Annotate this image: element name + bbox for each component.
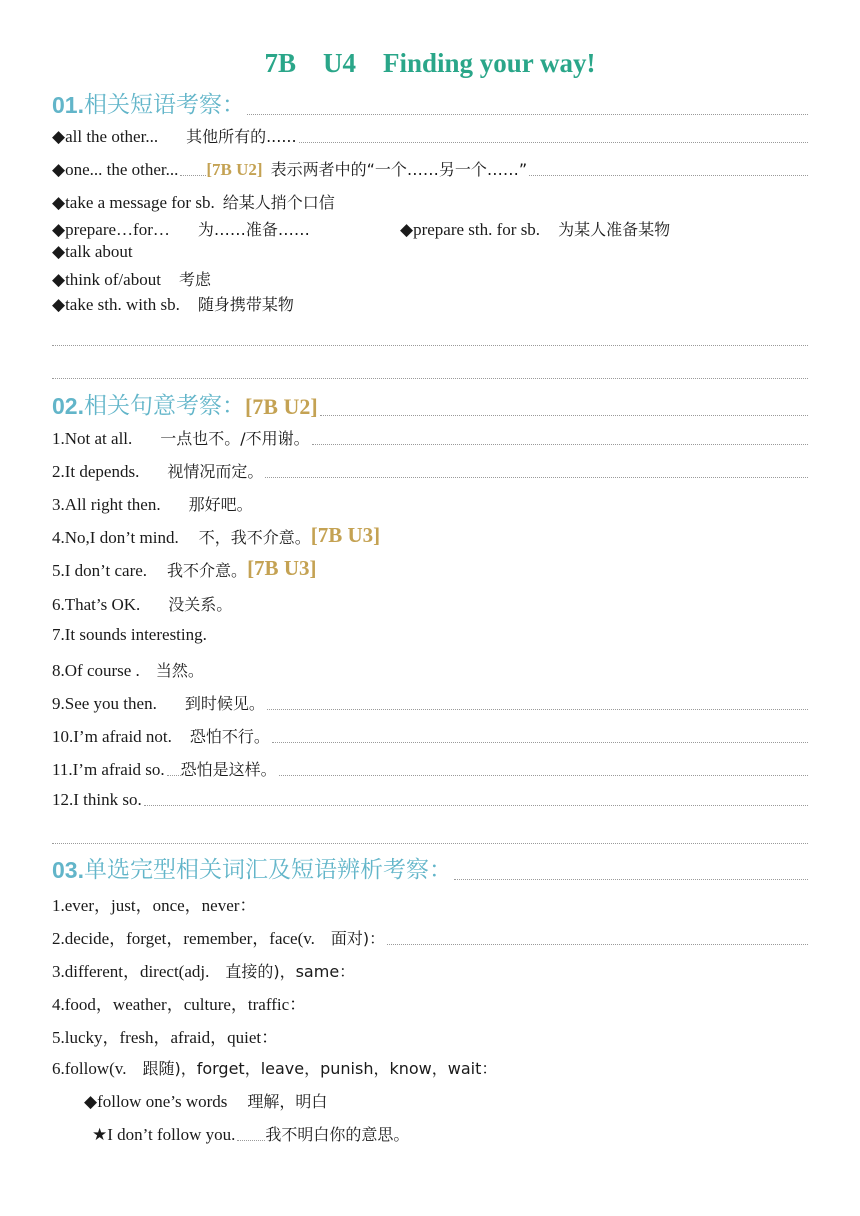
list-item: [52, 1056, 497, 1079]
unit-tag: [7B U3]: [310, 523, 381, 547]
list-item: [52, 757, 808, 780]
sentence-en: 11.I’m afraid so.: [52, 760, 165, 779]
sentence-zh: 没关系。: [168, 595, 233, 614]
list-item: [52, 924, 808, 949]
vocab-en: ◆follow one’s words: [84, 1092, 228, 1111]
list-item: [52, 891, 256, 916]
sentence-zh: 到时候见。: [184, 694, 265, 713]
list-item: [52, 292, 294, 315]
section-heading-vocab: [52, 851, 808, 884]
vocab-en: 4.food，weather，culture，traffic：: [52, 995, 307, 1014]
sentence-en: 9.See you then.: [52, 694, 157, 713]
blank-answer-line: [52, 378, 808, 379]
sentence-en: 10.I’m afraid not.: [52, 727, 172, 746]
list-item: [52, 190, 335, 213]
vocab-zh: 跟随)，forget，leave，punish，know，wait：: [142, 1059, 498, 1078]
vocab-en: ★I don’t follow you.: [92, 1125, 236, 1144]
vocab-zh: 理解，明白: [247, 1092, 328, 1111]
list-item: [92, 1122, 409, 1145]
heading-number: 03.: [52, 857, 84, 883]
sentence-zh: 当然。: [155, 661, 204, 680]
list-item: [400, 217, 670, 240]
vocab-zh: 直接的)，same：: [225, 962, 356, 981]
phrase-en: ◆one... the other...: [52, 160, 179, 179]
sentence-en: 4.No,I don’t mind.: [52, 528, 179, 547]
list-item: [52, 790, 808, 810]
page-title: 7B U4 Finding your way!: [264, 48, 596, 78]
blank-answer-line: [52, 345, 808, 346]
sentence-en: 3.All right then.: [52, 495, 161, 514]
heading-text: 相关句意考察：: [83, 393, 245, 419]
phrase-en: ◆take sth. with sb.: [52, 295, 180, 314]
list-item: [52, 217, 310, 240]
phrase-zh: 给某人捎个口信: [222, 193, 335, 212]
sentence-en: 6.That’s OK.: [52, 595, 141, 614]
list-item: [52, 267, 211, 290]
sentence-en: 8.Of course .: [52, 661, 140, 680]
vocab-en: 5.lucky，fresh，afraid，quiet：: [52, 1028, 279, 1047]
phrase-zh: 为某人准备某物: [558, 220, 671, 239]
sentence-zh: 不，我不介意。: [198, 528, 311, 547]
phrase-zh: 考虑: [178, 270, 211, 289]
unit-tag: [7B U3]: [247, 556, 317, 580]
list-item: [52, 658, 204, 681]
sentence-en: 7.It sounds interesting.: [52, 625, 207, 644]
vocab-zh: 面对)：: [330, 929, 386, 948]
phrase-zh: 为……准备……: [197, 220, 310, 239]
sentence-zh: 视情况而定。: [167, 462, 264, 481]
sentence-en: 1.Not at all.: [52, 429, 133, 448]
sentence-zh: 一点也不。/不用谢。: [160, 429, 310, 448]
section-heading-sentences: [52, 387, 808, 420]
sentence-zh: 恐怕是这样。: [180, 760, 277, 779]
list-item: [52, 556, 316, 581]
section-heading-phrases: [52, 86, 808, 119]
list-item: [52, 426, 808, 449]
list-item: [52, 592, 232, 615]
unit-tag: [7B U2]: [206, 160, 263, 179]
list-item: [52, 990, 306, 1015]
phrase-en: ◆take a message for sb.: [52, 193, 215, 212]
vocab-zh: 我不明白你的意思。: [265, 1125, 410, 1144]
list-item: [52, 242, 133, 262]
list-item: [52, 124, 808, 147]
list-item: [52, 492, 253, 515]
unit-tag: [7B U2]: [244, 394, 318, 419]
vocab-en: 2.decide，forget，remember，face(v.: [52, 929, 315, 948]
phrase-en: ◆all the other...: [52, 127, 159, 146]
vocab-en: 6.follow(v.: [52, 1059, 127, 1078]
phrase-zh: 表示两者中的“一个……另一个……”: [270, 160, 528, 179]
list-item: [84, 1089, 327, 1112]
sentence-en: 12.I think so.: [52, 790, 142, 809]
vocab-en: 1.ever，just，once，never：: [52, 896, 257, 915]
list-item: [52, 625, 207, 645]
phrase-zh: 随身携带某物: [197, 295, 294, 314]
heading-text: 单选完型相关词汇及短语辨析考察：: [83, 857, 452, 883]
phrase-en: ◆prepare…for…: [52, 220, 170, 239]
list-item: [52, 459, 808, 482]
phrase-en: ◆think of/about: [52, 270, 161, 289]
phrase-zh: 其他所有的......: [186, 127, 297, 146]
phrase-en: ◆prepare sth. for sb.: [400, 220, 541, 239]
heading-number: 02.: [52, 393, 84, 419]
heading-text: 相关短语考察：: [83, 92, 245, 118]
list-item: [52, 157, 808, 180]
vocab-en: 3.different，direct(adj.: [52, 962, 210, 981]
list-item: [52, 523, 380, 548]
list-item: [52, 957, 355, 982]
list-item: [52, 724, 808, 747]
sentence-zh: 那好吧。: [188, 495, 253, 514]
list-item: [52, 691, 808, 714]
sentence-zh: 恐怕不行。: [189, 727, 270, 746]
phrase-en: ◆talk about: [52, 242, 133, 261]
sentence-zh: 我不介意。: [167, 561, 248, 580]
sentence-en: 2.It depends.: [52, 462, 140, 481]
blank-answer-line: [52, 843, 808, 844]
heading-number: 01.: [52, 92, 84, 118]
sentence-en: 5.I don’t care.: [52, 561, 148, 580]
list-item: [52, 1023, 278, 1048]
